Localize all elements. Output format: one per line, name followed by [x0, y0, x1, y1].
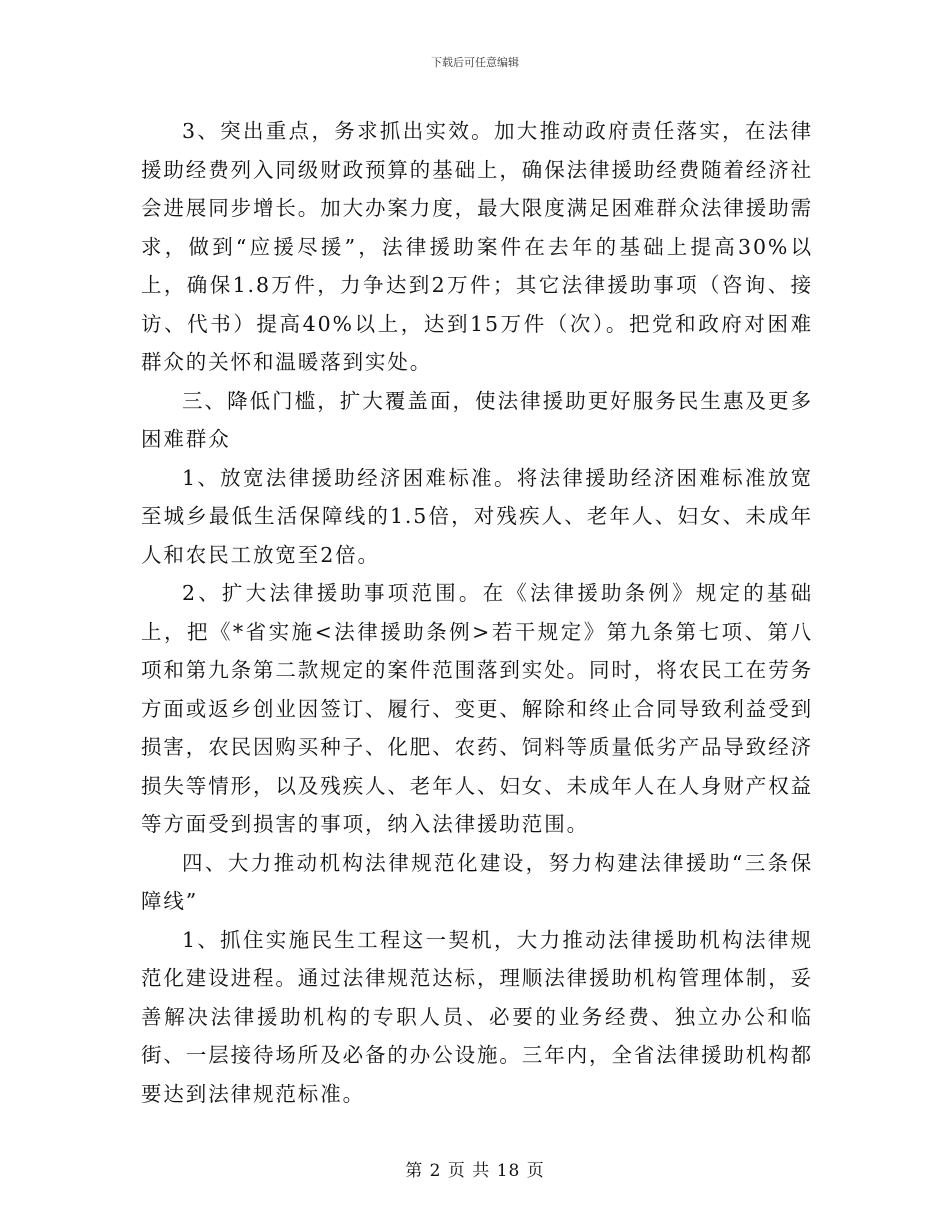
paragraph-point-1-institution: 1、抓住实施民生工程这一契机，大力推动法律援助机构法律规范化建设进程。通过法律规范达标，理顺法律援助机构管理体制，妥善解决法律援助机构的专职人员、必要的业务经费、独立办公和临街、一层接待场所及必备的办公设施。三年内，全省法律援助机构都要达到法律规范标准。 [141, 927, 813, 1106]
section-heading-3: 三、降低门槛，扩大覆盖面，使法律援助更好服务民生惠及更多困难群众 [141, 388, 813, 451]
document-body [141, 112, 813, 1113]
paragraph-point-2-scope: 2、扩大法律援助事项范围。在《法律援助条例》规定的基础上，把《*省实施<法律援助条例>若干规定》第九条第七项、第八项和第九条第二款规定的案件范围落到实处。同时，将农民工在劳务方面或返乡创业因签订、履行、变更、解除和终止合同导致利益受到损害，农民因购买种子、化肥、农药、饲料等质量低劣产品导致经济损失等情形，以及残疾人、老年人、妇女、未成年人在人身财产权益等方面受到损害的事项，纳入法律援助范围。 [141, 581, 813, 836]
paragraph-point-3: 3、突出重点，务求抓出实效。加大推动政府责任落实，在法律援助经费列入同级财政预算的基础上，确保法律援助经费随着经济社会进展同步增长。加大办案力度，最大限度满足困难群众法律援助需求，做到“应援尽援”，法律援助案件在去年的基础上提高30%以上，确保1.8万件，力争达到2万件；其它法律援助事项（咨询、接访、代书）提高40%以上，达到15万件（次）。把党和政府对困难群众的关怀和温暖落到实处。 [141, 119, 813, 374]
page-number: 第 2 页 共 18 页 [405, 1161, 545, 1181]
page-header-note: 下载后可任意编辑 [431, 56, 519, 69]
section-heading-4: 四、大力推动机构法律规范化建设，努力构建法律援助“三条保障线” [141, 850, 813, 913]
paragraph-point-1-economic-standard: 1、放宽法律援助经济困难标准。将法律援助经济困难标准放宽至城乡最低生活保障线的1.5倍，对残疾人、老年人、妇女、未成年人和农民工放宽至2倍。 [141, 465, 813, 567]
